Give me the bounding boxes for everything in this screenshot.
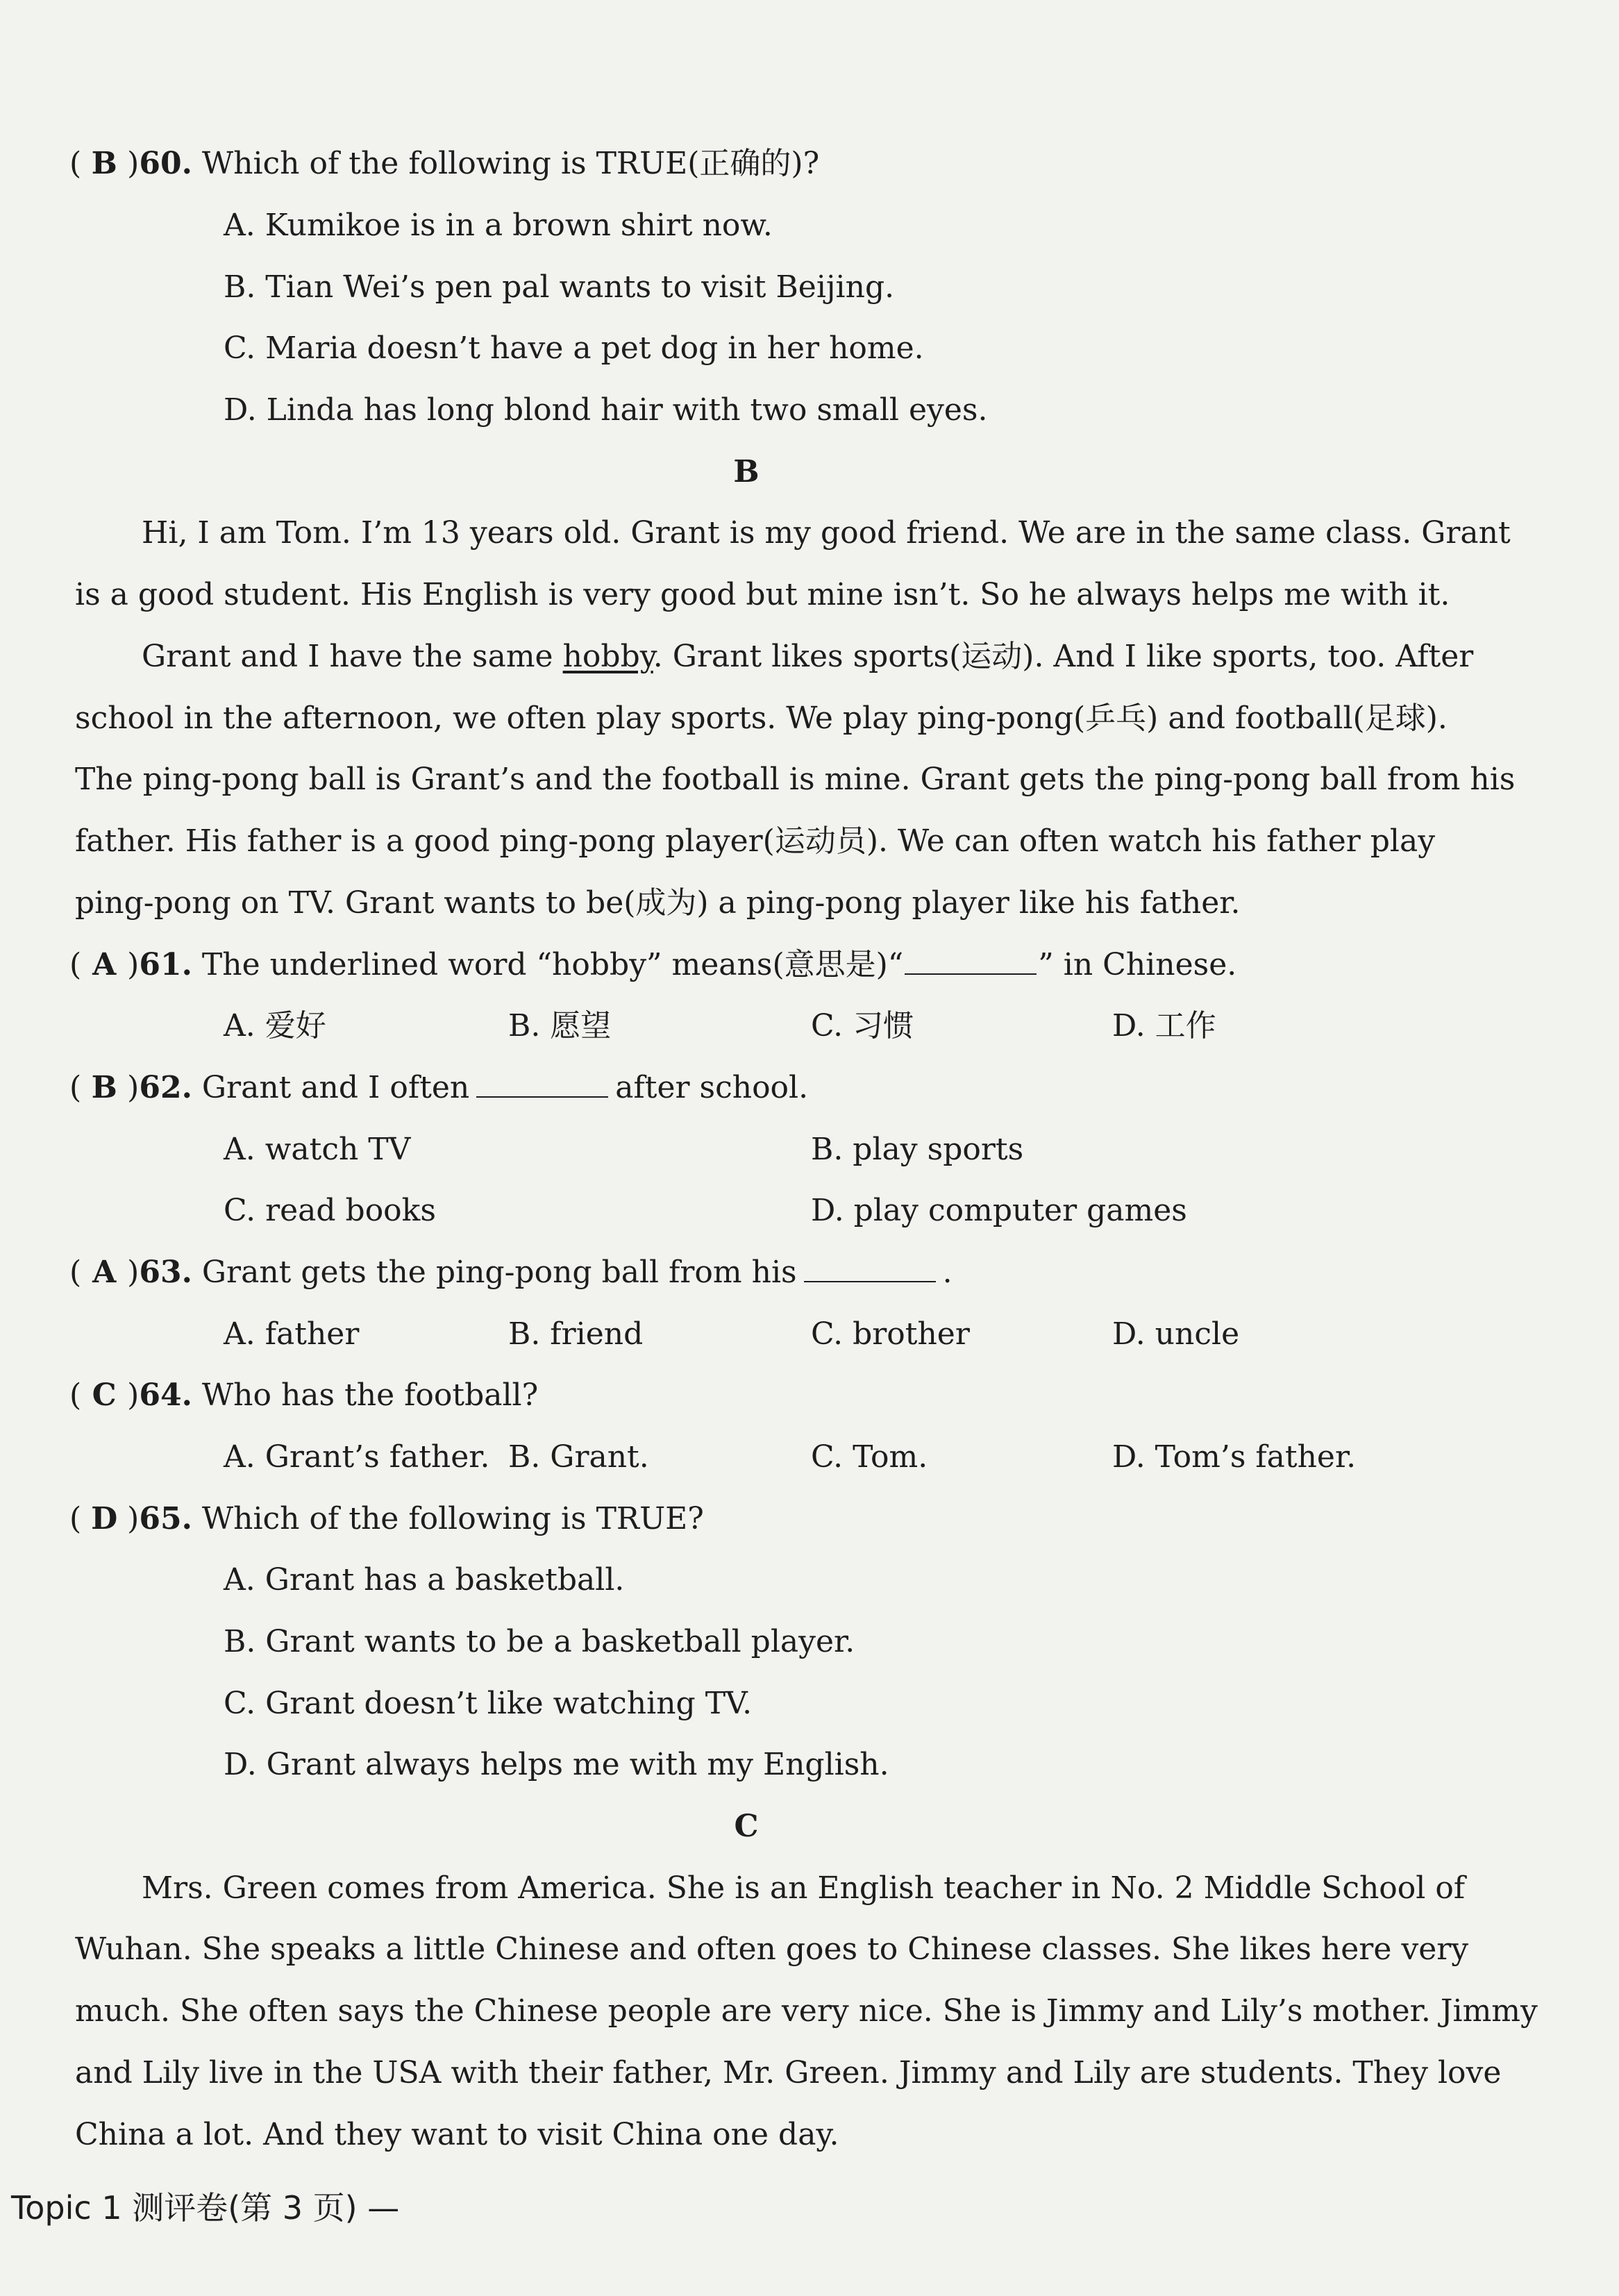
- para-text: . Grant likes sports(运动). And I like sports, too. After: [653, 639, 1474, 674]
- question-text: .: [942, 1255, 953, 1290]
- option-65-d: D. Grant always helps me with my English.: [224, 1747, 889, 1782]
- question-number: 64.: [139, 1377, 192, 1413]
- option-65-b: B. Grant wants to be a basketball player.: [224, 1624, 855, 1659]
- question-text: The underlined word “hobby” means(意思是)“: [201, 947, 904, 982]
- question-text: Who has the football?: [201, 1377, 539, 1413]
- option-60-d: D. Linda has long blond hair with two small eyes.: [224, 392, 988, 428]
- answer-64: C: [92, 1377, 117, 1413]
- section-b-para2-line1: [142, 636, 1474, 678]
- para-text: Grant and I have the same: [142, 639, 553, 674]
- question-number: 60.: [139, 146, 192, 181]
- section-b-para2-line3: The ping-pong ball is Grant’s and the football is mine. Grant gets the ping-pong ball from his: [75, 762, 1516, 797]
- paren-close: ): [127, 1501, 140, 1536]
- section-c-title: C: [734, 1809, 759, 1844]
- option-62-a: A. watch TV: [224, 1132, 411, 1167]
- option-63-d: D. uncle: [1112, 1316, 1240, 1352]
- question-text: Which of the following is TRUE?: [201, 1501, 704, 1536]
- option-62-d: D. play computer games: [811, 1193, 1187, 1228]
- option-62-b: B. play sports: [811, 1132, 1024, 1167]
- question-number: 65.: [139, 1501, 192, 1536]
- question-text: Which of the following is TRUE(正确的)?: [201, 146, 820, 181]
- question-61-stem: [69, 944, 1236, 986]
- question-number: 62.: [139, 1070, 192, 1105]
- page-footer: Topic 1 测评卷(第 3 页) —: [11, 2189, 400, 2227]
- section-b-para2-line4: father. His father is a good ping-pong player(运动员). We can often watch his father play: [75, 823, 1436, 859]
- question-text: after school.: [615, 1070, 809, 1105]
- option-63-a: A. father: [224, 1316, 360, 1352]
- question-text: Grant gets the ping-pong ball from his: [201, 1255, 797, 1290]
- answer-blank: [476, 1073, 608, 1098]
- question-60-stem: [69, 143, 819, 185]
- paren-close: ): [127, 1255, 140, 1290]
- option-64-b: B. Grant.: [508, 1439, 649, 1475]
- option-61-c: C. 习惯: [811, 1008, 914, 1044]
- section-c-line5: China a lot. And they want to visit China one day.: [75, 2117, 839, 2152]
- option-65-c: C. Grant doesn’t like watching TV.: [224, 1686, 753, 1721]
- option-60-a: A. Kumikoe is in a brown shirt now.: [224, 208, 773, 243]
- paren-open: (: [69, 947, 82, 982]
- paren-close: ): [127, 947, 140, 982]
- section-c-line4: and Lily live in the USA with their father, Mr. Green. Jimmy and Lily are students. They love: [75, 2055, 1502, 2090]
- answer-blank: [804, 1257, 936, 1282]
- question-text: ” in Chinese.: [1038, 947, 1237, 982]
- option-64-c: C. Tom.: [811, 1439, 928, 1475]
- answer-62: B: [91, 1070, 117, 1105]
- question-65-stem: [69, 1498, 704, 1540]
- section-b-para2-line2: school in the afternoon, we often play sports. We play ping-pong(乒乓) and football(足球).: [75, 701, 1448, 736]
- answer-blank: [905, 950, 1037, 975]
- paren-open: (: [69, 1070, 82, 1105]
- question-number: 63.: [139, 1255, 192, 1290]
- question-62-stem: [69, 1067, 808, 1109]
- answer-63: A: [92, 1255, 117, 1290]
- paren-close: ): [127, 1070, 140, 1105]
- section-b-para1-line2: is a good student. His English is very good but mine isn’t. So he always helps me with it.: [75, 577, 1450, 612]
- option-65-a: A. Grant has a basketball.: [224, 1562, 625, 1598]
- option-61-d: D. 工作: [1112, 1008, 1216, 1044]
- answer-65: D: [91, 1501, 118, 1536]
- paren-open: (: [69, 1501, 82, 1536]
- paren-close: ): [127, 1377, 140, 1413]
- paren-close: ): [127, 146, 140, 181]
- option-64-d: D. Tom’s father.: [1112, 1439, 1357, 1475]
- option-60-b: B. Tian Wei’s pen pal wants to visit Beijing.: [224, 269, 895, 305]
- section-c-line1: Mrs. Green comes from America. She is an English teacher in No. 2 Middle School of: [142, 1870, 1466, 1906]
- paren-open: (: [69, 146, 82, 181]
- section-b-title: B: [733, 454, 760, 489]
- section-b-para1-line1: Hi, I am Tom. I’m 13 years old. Grant is my good friend. We are in the same class. Grant: [142, 515, 1511, 551]
- option-61-a: A. 爱好: [224, 1008, 326, 1044]
- question-64-stem: [69, 1375, 538, 1416]
- question-63-stem: [69, 1252, 953, 1293]
- section-c-line3: much. She often says the Chinese people are very nice. She is Jimmy and Lily’s mother. Jimmy: [75, 1993, 1538, 2029]
- option-64-a: A. Grant’s father.: [224, 1439, 490, 1475]
- underlined-word-hobby: hobby: [562, 639, 653, 674]
- section-b-para2-line5: ping-pong on TV. Grant wants to be(成为) a ping-pong player like his father.: [75, 885, 1241, 921]
- answer-60: B: [91, 146, 117, 181]
- option-60-c: C. Maria doesn’t have a pet dog in her home.: [224, 330, 924, 366]
- option-62-c: C. read books: [224, 1193, 436, 1228]
- answer-61: A: [92, 947, 117, 982]
- paren-open: (: [69, 1377, 82, 1413]
- option-61-b: B. 愿望: [508, 1008, 612, 1044]
- option-63-c: C. brother: [811, 1316, 970, 1352]
- paren-open: (: [69, 1255, 82, 1290]
- section-c-line2: Wuhan. She speaks a little Chinese and often goes to Chinese classes. She likes here very: [75, 1932, 1469, 1967]
- option-63-b: B. friend: [508, 1316, 644, 1352]
- question-text: Grant and I often: [201, 1070, 470, 1105]
- question-number: 61.: [139, 947, 192, 982]
